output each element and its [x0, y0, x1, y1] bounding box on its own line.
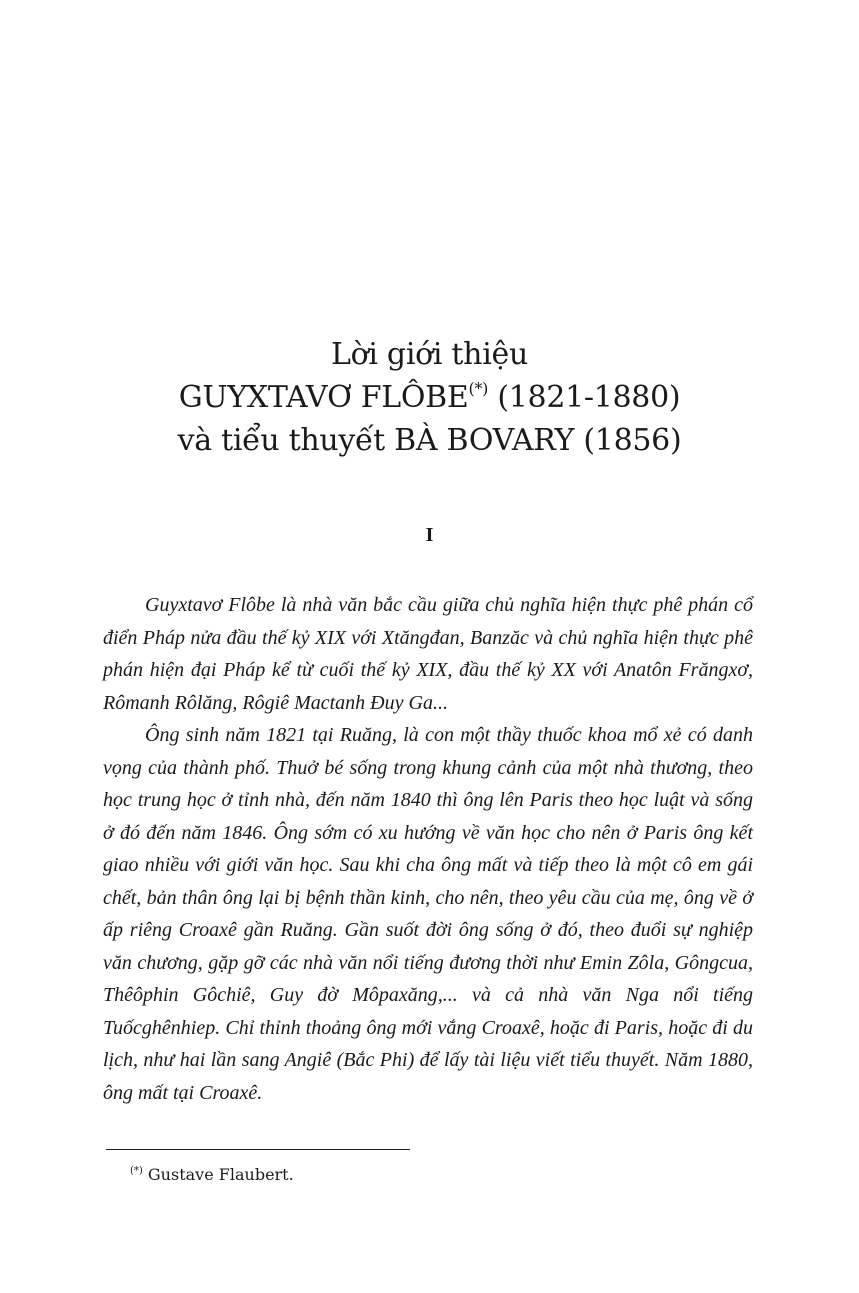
footnote-divider: [106, 1149, 410, 1150]
body-text: [103, 589, 753, 1109]
heading-line-author: [0, 376, 859, 419]
heading-line-novel: và tiểu thuyết BÀ BOVARY (1856): [177, 423, 682, 458]
author-years: (1821-1880): [488, 380, 681, 415]
paragraph-2: Ông sinh năm 1821 tại Ruăng, là con một thầy thuốc khoa mổ xẻ có danh vọng của thành phố. Thuở bé sống trong khung cảnh của một nhà thương, theo học trung học ở tỉnh nhà, đến năm 1840 thì ông lên Paris theo học luật và sống ở đó đến năm 1846. Ông sớm có xu hướng về văn học cho nên ở Paris ông kết giao nhiều với giới văn học. Sau khi cha ông mất và tiếp theo là một cô em gái chết, bản thân ông lại bị bệnh thần kinh, cho nên, theo yêu cầu của mẹ, ông về ở ấp riêng Croaxê gần Ruăng. Gần suốt đời ông sống ở đó, theo đuổi sự nghiệp văn chương, gặp gỡ các nhà văn nổi tiếng đương thời như Emin Zôla, Gôngcua, Thêôphin Gôchiê, Guy đờ Môpaxăng,... và cả nhà văn Nga nổi tiếng Tuốcghênhiep. Chỉ thỉnh thoảng ông mới vắng Croaxê, hoặc đi Paris, hoặc đi du lịch, như hai lần sang Angiê (Bắc Phi) để lấy tài liệu viết tiểu thuyết. Năm 1880, ông mất tại Croaxê.: [103, 724, 753, 1104]
author-name: GUYXTAVƠ FLÔBE: [178, 380, 469, 415]
footnote: [130, 1164, 294, 1186]
footnote-text: Gustave Flaubert.: [142, 1165, 294, 1184]
footnote-marker: (*): [130, 1165, 143, 1177]
paragraph-1: Guyxtavơ Flôbe là nhà văn bắc cầu giữa chủ nghĩa hiện thực phê phán cổ điển Pháp nửa đầu thế kỷ XIX với Xtăngđan, Banzăc và chủ nghĩa hiện thực phê phán hiện đại Pháp kể từ cuối thế kỷ XIX, đầu thế kỷ XX với Anatôn Frăngxơ, Rômanh Rôlăng, Rôgiê Mactanh Đuy Ga...: [103, 594, 753, 714]
footnote-reference-marker: (*): [468, 379, 489, 398]
chapter-heading: [0, 333, 859, 462]
heading-line-intro: Lời giới thiệu: [331, 337, 528, 372]
section-number: I: [425, 524, 434, 546]
